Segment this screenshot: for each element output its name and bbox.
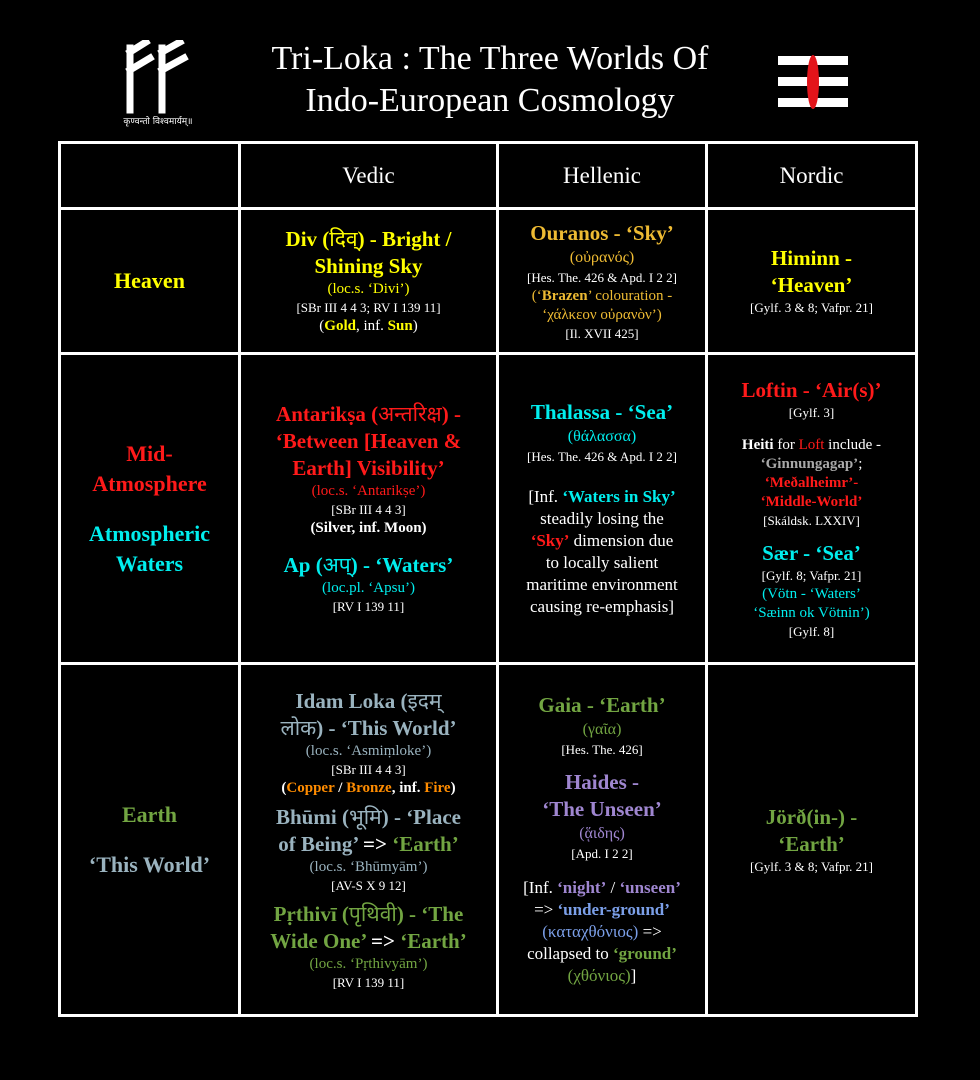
thalassa-reference: [Hes. The. 426 & Apd. I 2 2] xyxy=(527,449,677,464)
idam-loka-term-2: लोक) - ‘This World’ xyxy=(280,715,457,740)
himinn-reference: [Gylf. 3 & 8; Vafpr. 21] xyxy=(750,300,873,315)
row-label-heaven: Heaven xyxy=(114,268,185,293)
earth-vedic-cell xyxy=(241,665,496,1014)
ginnungagap-line: ‘Ginnungagap’; xyxy=(760,455,863,472)
idam-loka-locative: (loc.s. ‘Asmiṃloke’) xyxy=(305,742,432,759)
bhumi-locative: (loc.s. ‘Bhūmyām’) xyxy=(309,858,428,875)
haides-note-4: collapsed to ‘ground’ xyxy=(527,944,677,963)
mid-hellenic-cell xyxy=(499,355,705,662)
heiti-line: Heiti for Loft include - xyxy=(741,436,882,453)
row-label-earth xyxy=(61,665,238,1014)
mid-vedic-cell xyxy=(241,355,496,662)
ouranos-note: (‘Brazen’ colouration - xyxy=(531,287,673,304)
thalassa-note-3: ‘Sky’ dimension due xyxy=(530,531,674,550)
antariksa-gloss-1: ‘Between [Heaven & xyxy=(275,429,462,453)
bhumi-reference: [AV-S X 9 12] xyxy=(331,877,406,893)
waters-label-line1: Atmospheric xyxy=(89,520,210,546)
himinn-gloss: ‘Heaven’ xyxy=(770,273,853,297)
waters-label-line2: Waters xyxy=(115,550,184,576)
div-locative: (loc.s. ‘Divi’) xyxy=(327,281,410,297)
jord-reference: [Gylf. 3 & 8; Vafpr. 21] xyxy=(750,858,873,874)
mid-label-line1: Mid- xyxy=(126,440,173,466)
thalassa-note-4: to locally salient xyxy=(545,553,659,572)
thalassa-greek: (θάλασσα) xyxy=(567,428,637,445)
thalassa-note-6: causing re-emphasis] xyxy=(530,597,674,616)
iliad-reference: [Il. XVII 425] xyxy=(565,325,639,341)
ap-term: Ap (अप्) - ‘Waters’ xyxy=(283,553,454,577)
haides-gloss: ‘The Unseen’ xyxy=(542,797,662,821)
skaldsk-reference: [Skáldsk. LXXIV] xyxy=(763,512,860,528)
haides-reference: [Apd. I 2 2] xyxy=(571,846,633,861)
heaven-hellenic-cell xyxy=(499,210,705,352)
earth-label: Earth xyxy=(122,801,177,827)
haides-note-1: [Inf. ‘night’ / ‘unseen’ xyxy=(523,878,681,897)
prthivi-term-1: Pṛthivī (पृथिवी) - ‘The xyxy=(273,901,464,926)
thalassa-note-1: [Inf. ‘Waters in Sky’ xyxy=(528,487,676,506)
mid-label-line2: Atmosphere xyxy=(92,470,207,496)
antariksa-locative: (loc.s. ‘Antarikṣe’) xyxy=(311,483,426,499)
mid-nordic-cell xyxy=(708,355,915,662)
saer-reference: [Gylf. 8; Vafpr. 21] xyxy=(761,567,862,583)
haides-note-5: (χθόνιος)] xyxy=(567,966,637,985)
jord-term: Jörð(in-) - xyxy=(765,804,858,829)
earth-hellenic-cell xyxy=(499,665,705,1014)
row-label-mid-atmosphere xyxy=(61,355,238,662)
gaia-greek: (γαῖα) xyxy=(582,721,622,738)
prthivi-locative: (loc.s. ‘Pṛthivyām’) xyxy=(309,955,428,972)
haides-note-2: => ‘under-ground’ xyxy=(534,900,670,919)
gaia-term: Gaia - ‘Earth’ xyxy=(538,693,666,717)
logo-caption: कृण्वन्तो विश्वमार्यम्॥ xyxy=(123,117,193,127)
div-metal: (Gold, inf. Sun) xyxy=(319,318,418,334)
ap-reference: [RV I 139 11] xyxy=(332,599,405,614)
himinn-term: Himinn - xyxy=(770,246,853,270)
thalassa-note-5: maritime environment xyxy=(526,575,678,594)
ouranos-reference: [Hes. The. 426 & Apd. I 2 2] xyxy=(527,269,677,285)
thalassa-term: Thalassa - ‘Sea’ xyxy=(530,400,674,424)
column-header-vedic: Vedic xyxy=(342,162,395,188)
ouranos-term: Ouranos - ‘Sky’ xyxy=(530,220,674,245)
haides-note-3: (καταχθόνιος) => xyxy=(542,922,662,941)
heaven-nordic-cell xyxy=(708,210,915,352)
tilak-icon xyxy=(778,54,848,110)
haides-greek: (ᾅιδης) xyxy=(579,825,625,842)
grid-line xyxy=(58,1014,918,1017)
idam-loka-term-1: Idam Loka (इदम् xyxy=(295,688,442,713)
antariksa-reference: [SBr III 4 4 3] xyxy=(331,502,406,517)
votn-reference: [Gylf. 8] xyxy=(788,623,835,639)
ap-locative: (loc.pl. ‘Apsu’) xyxy=(322,580,415,596)
loftin-reference: [Gylf. 3] xyxy=(788,404,835,420)
grid-line xyxy=(915,141,918,1017)
earth-nordic-cell xyxy=(708,665,915,1014)
medalheimr-line: ‘Meðalheimr’- xyxy=(764,474,859,491)
middle-world-line: ‘Middle-World’ xyxy=(760,493,863,510)
heaven-vedic-cell xyxy=(241,210,496,352)
antariksa-term: Antarikṣa (अन्तरिक्ष) - xyxy=(276,402,461,426)
idam-loka-reference: [SBr III 4 4 3] xyxy=(331,761,406,777)
this-world-label: ‘This World’ xyxy=(88,851,211,877)
bhumi-term-2: of Being’ => ‘Earth’ xyxy=(278,831,459,856)
div-reference: [SBr III 4 4 3; RV I 139 11] xyxy=(296,300,441,315)
div-gloss: Shining Sky xyxy=(314,254,423,278)
ouranos-quote: ‘χάλκεον οὐρανὸν’) xyxy=(542,306,662,323)
column-header-hellenic: Hellenic xyxy=(563,162,641,188)
jord-gloss: ‘Earth’ xyxy=(778,831,845,856)
antariksa-gloss-2: Earth] Visibility’ xyxy=(292,456,445,480)
thalassa-note-2: steadily losing the xyxy=(540,509,664,528)
prthivi-term-2: Wide One’ => ‘Earth’ xyxy=(270,928,467,953)
idam-loka-metal: (Copper / Bronze, inf. Fire) xyxy=(281,779,456,796)
title-line-2: Indo-European Cosmology xyxy=(305,82,675,119)
div-term: Div (दिव्) - Bright / xyxy=(285,227,452,251)
votn-line: (Vötn - ‘Waters’ xyxy=(762,585,861,602)
page-title xyxy=(230,38,750,122)
haides-term: Haides - xyxy=(564,770,640,794)
saeinn-line: ‘Sæinn ok Vötnin’) xyxy=(753,604,870,621)
bhumi-term-1: Bhūmi (भूमि) - ‘Place xyxy=(276,804,461,829)
loftin-term: Loftin - ‘Air(s)’ xyxy=(741,377,882,402)
ouranos-greek: (οὐρανός) xyxy=(569,248,635,266)
antariksa-metal: (Silver, inf. Moon) xyxy=(310,520,427,536)
gaia-reference: [Hes. The. 426] xyxy=(561,742,643,757)
saer-term: Sær - ‘Sea’ xyxy=(762,540,861,565)
prthivi-reference: [RV I 139 11] xyxy=(332,974,405,990)
title-line-1: Tri-Loka : The Three Worlds Of xyxy=(271,40,709,77)
cosmology-table xyxy=(58,141,918,1017)
column-header-nordic: Nordic xyxy=(779,162,844,188)
